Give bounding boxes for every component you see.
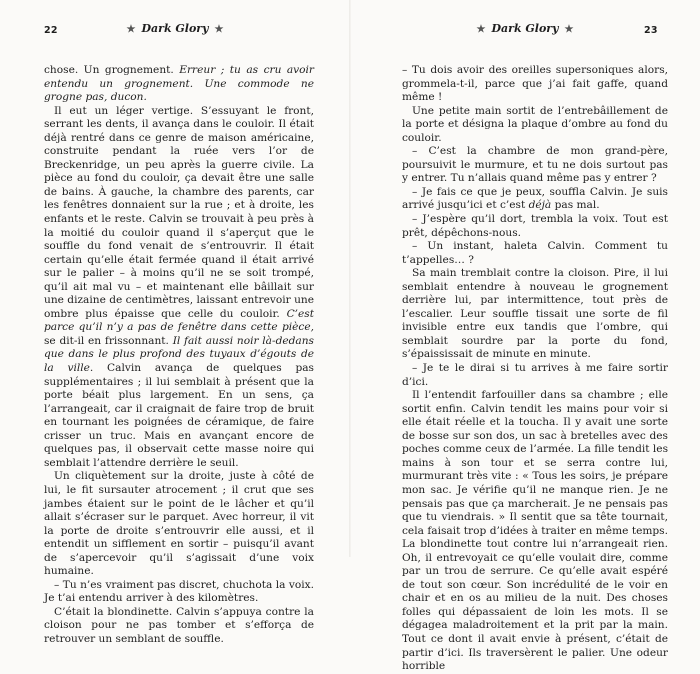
text-run: Une petite main sortit de l’entrebâillement de la porte et désigna la plaque d’ombre au fond du couloir. xyxy=(402,104,668,144)
text-run: – Je fais ce que je peux, souffla Calvin. Je suis arrivé jusqu’ici et c’est xyxy=(402,185,668,212)
page-number: 22 xyxy=(44,25,58,36)
paragraph xyxy=(44,606,314,647)
text-run: – Tu n’es vraiment pas discret, chuchota la voix. Je t’ai entendu arriver à des kilomètres. xyxy=(44,578,314,605)
text-run: – Je te le dirai si tu arrives à me faire sortir d’ici. xyxy=(402,362,668,388)
text-run: Il fait aussi noir là-dedans que dans le plus profond des tuyaux d’égouts de la ville. xyxy=(44,334,314,375)
text-run: – J’espère qu’il dort, trembla la voix. Tout est prêt, dépêchons-nous. xyxy=(402,213,668,239)
paragraph xyxy=(402,362,668,389)
star-icon: ★ xyxy=(214,24,224,35)
text-run: – Tu dois avoir des oreilles supersoniques alors, grommela-t-il, parce que j’ai fait gaffe, quand même ! xyxy=(402,64,668,104)
text-run: chose. Un grognement. xyxy=(44,64,180,76)
text-run: C’est parce qu’il n’y a pas de fenêtre dans cette pièce, xyxy=(44,307,314,334)
paragraph xyxy=(402,240,668,267)
text-run: – Un instant, haleta Calvin. Comment tu t’appelles… ? xyxy=(402,240,668,266)
star-icon: ★ xyxy=(476,24,486,35)
running-head-title: Dark Glory xyxy=(491,22,559,35)
text-run: Erreur ; tu as cru avoir entendu un grognement. Une commode ne grogne pas, ducon. xyxy=(44,64,314,104)
text-run: Il eut un léger vertige. S’essuyant le front, serrant les dents, il avança dans le couloir. Il était déjà rentré dans ce genre de maison américaine, construite pendant la ruée vers l’or de Breckenridge, un peu après la guerre civile. La pièce au fond du couloir, ça devait être une salle de bains. À gauche, la chambre des parents, car les fenêtres donnaient sur la rue ; et à droite, les enfants et le reste. Calvin se trouvait à peu près à la moitié du couloir quand il s’aperçut que le souffle du fond venait de s’entrouvrir. Il était certain qu’elle était fermée quand il était arrivé sur le palier – à moins qu’il ne se soit trompé, qu’il ait mal vu – et maintenant elle bâillait sur une dizaine de centimètres, laissant entrevoir une ombre plus épaisse que celle du couloir. xyxy=(44,104,314,320)
running-head xyxy=(350,22,700,35)
text-run: Un cliquètement sur la droite, juste à côté de lui, le fit sursauter atrocement ; il crut que ses jambes étaient sur le point de le lâcher et qu’il allait s’écraser sur le parquet. Avec horreur, il vit la porte de droite s’entrouvrir elle aussi, et il entendit un sifflement en sortir – puisqu’il avant de s’apercevoir qu’il s’agissait d’une voix humaine. xyxy=(44,470,314,578)
body-text xyxy=(402,64,668,674)
text-run: se dit-il en frissonnant. xyxy=(44,334,173,347)
star-icon: ★ xyxy=(126,24,136,35)
text-run: pas mal. xyxy=(551,199,600,212)
text-run: Sa main tremblait contre la cloison. Pire, il lui semblait entendre à nouveau le grognement derrière lui, par intermittence, tout près de l’escalier. Leur souffle tissait une sorte de fil invisible entre eux tandis que l’ombre, qui semblait sourdre par la porte du fond, s’épaississait de minute en minute. xyxy=(402,267,668,361)
text-run: C’était la blondinette. Calvin s’appuya contre la cloison pour ne pas tomber et s’efforça de retrouver un semblant de souffle. xyxy=(44,605,314,645)
paragraph xyxy=(402,186,668,213)
running-head-title: Dark Glory xyxy=(141,22,209,35)
paragraph xyxy=(402,105,668,146)
star-icon: ★ xyxy=(564,24,574,35)
paragraph xyxy=(402,64,668,105)
paragraph xyxy=(402,145,668,186)
paragraph xyxy=(402,389,668,673)
text-run: Il l’entendit farfouiller dans sa chambre ; elle sortit enfin. Calvin tendit les mains pour voir si elle était réelle et la toucha. Il y avait une sorte de bosse sur son dos, un sac à bretelles avec des poches comme ceux de l’armée. La fille tendit les mains à son tour et se serra contre lui, murmurant très vite : « Tous les soirs, je prépare mon sac. Je vérifie qu’il ne manque rien. Je ne pensais pas que ça marcherait. Je ne pensais pas que tu viendrais. » Il sentit que sa tête tournait, cela faisait trop d’idées à traiter en même temps. La blondinette tout contre lui n’arrangeait rien. Oh, il entrevoyait ce qu’elle voulait dire, comme par un trou de serrure. Ce qu’elle avait espéré de tout son cœur. Son incrédulité de le voir en chair et en os au milieu de la nuit. Des choses folles qui dépassaient de loin les mots. Il se dégagea maladroitement et la prit par la main. Tout ce dont il avait envie à présent, c’était de partir d’ici. Ils traversèrent le palier. Une odeur horrible xyxy=(402,389,668,673)
page-number: 23 xyxy=(644,25,658,36)
text-run: – C’est la chambre de mon grand-père, poursuivit le murmure, et tu ne dois surtout pas y entrer. Tu n’allais quand même pas y entrer ? xyxy=(402,145,668,185)
text-run: déjà xyxy=(528,199,552,212)
paragraph xyxy=(402,267,668,362)
paragraph xyxy=(44,579,314,606)
text-run: Calvin avança de quelques pas supplémentaires ; il lui semblait à présent que la porte béait plus largement. En un sens, ça l’arrangeait, car il craignait de faire trop de bruit en tournant les poignées de céramique, de faire crisser un truc. Mais en avançant encore de quelques pas, il observait cette masse noire qui semblait l’attendre derrière le seuil. xyxy=(44,362,314,469)
paragraph xyxy=(402,213,668,240)
